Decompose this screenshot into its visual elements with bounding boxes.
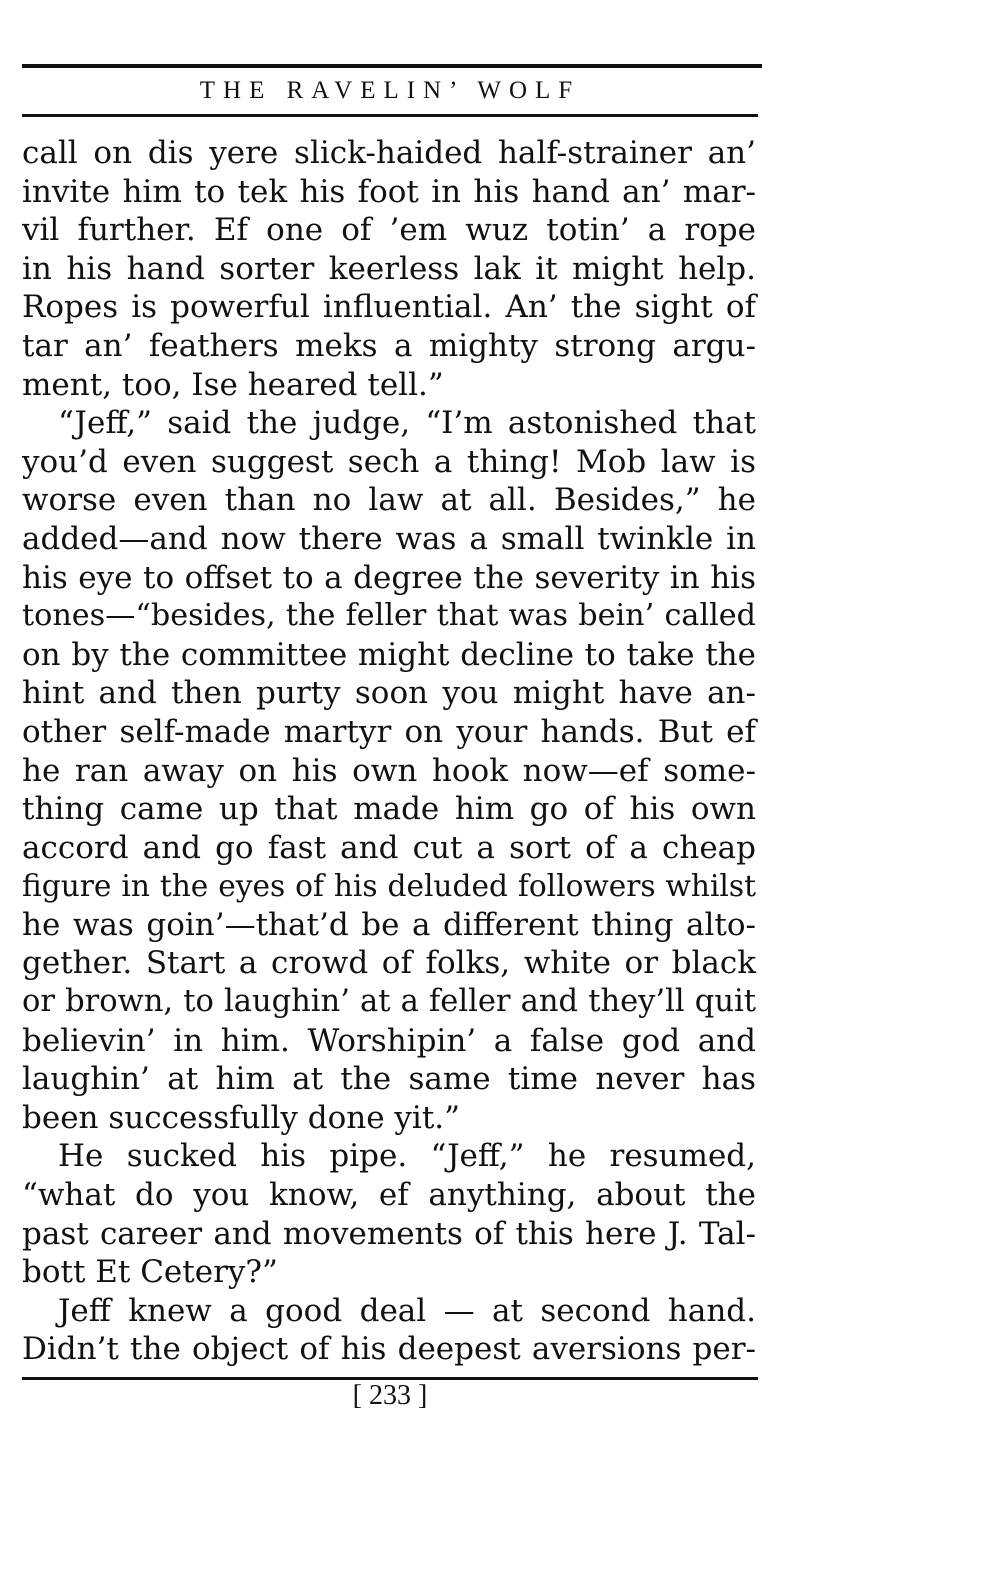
body-text <box>22 134 756 1369</box>
header-rule <box>22 114 758 117</box>
text-line: he was goin’—that’d be a different thing alto- <box>22 906 756 943</box>
text-line: Didn’t the object of his deepest aversions per- <box>22 1331 756 1368</box>
text-line: call on dis yere slick-haided half-strainer an’ <box>22 135 756 171</box>
text-line: other self-made martyr on your hands. But ef <box>22 713 756 750</box>
text-line: worse even than no law at all. Besides,” he <box>22 482 756 519</box>
text-line: bott Et Cetery?” <box>22 1254 278 1291</box>
text-line: in his hand sorter keerless lak it might help. <box>22 250 756 287</box>
text-line: past career and movements of this here J. Tal- <box>22 1215 756 1252</box>
text-line: his eye to offset to a degree the severity in his <box>22 559 756 596</box>
text-line: figure in the eyes of his deluded followers whilst <box>22 869 756 904</box>
running-head: THE RAVELIN’ WOLF <box>199 77 581 104</box>
text-line: believin’ in him. Worshipin’ a false god and <box>22 1022 756 1059</box>
text-line: He sucked his pipe. “Jeff,” he resumed, <box>58 1138 756 1175</box>
text-line: added—and now there was a small twinkle in <box>22 520 756 557</box>
top-rule <box>22 64 762 68</box>
page-number: [ 233 ] <box>352 1380 428 1411</box>
text-line: tones—“besides, the feller that was bein’ called <box>22 598 756 634</box>
text-line: been successfully done yit.” <box>22 1099 461 1136</box>
text-line: gether. Start a crowd of folks, white or black <box>22 945 756 982</box>
text-line: “Jeff,” said the judge, “I’m astonished that <box>58 405 756 442</box>
text-line: he ran away on his own hook now—ef some- <box>22 752 756 789</box>
text-line: “what do you know, ef anything, about the <box>22 1177 756 1214</box>
text-line: you’d even suggest sech a thing! Mob law is <box>22 443 756 480</box>
text-line: Ropes is powerful influential. An’ the sight of <box>22 289 756 326</box>
text-line: vil further. Ef one of ’em wuz totin’ a rope <box>22 212 756 249</box>
text-line: ment, too, Ise heared tell.” <box>22 366 444 403</box>
text-line: laughin’ at him at the same time never has <box>22 1061 756 1098</box>
text-line: on by the committee might decline to take the <box>22 636 756 673</box>
text-line: or brown, to laughin’ at a feller and they’ll quit <box>22 984 756 1020</box>
text-line: accord and go fast and cut a sort of a cheap <box>22 829 756 866</box>
text-line: hint and then purty soon you might have an- <box>22 675 756 712</box>
text-line: thing came up that made him go of his own <box>22 791 756 828</box>
text-line: Jeff knew a good deal — at second hand. <box>58 1292 756 1329</box>
text-line: invite him to tek his foot in his hand an’ mar- <box>22 173 756 210</box>
text-line: tar an’ feathers meks a mighty strong argu- <box>22 327 756 364</box>
